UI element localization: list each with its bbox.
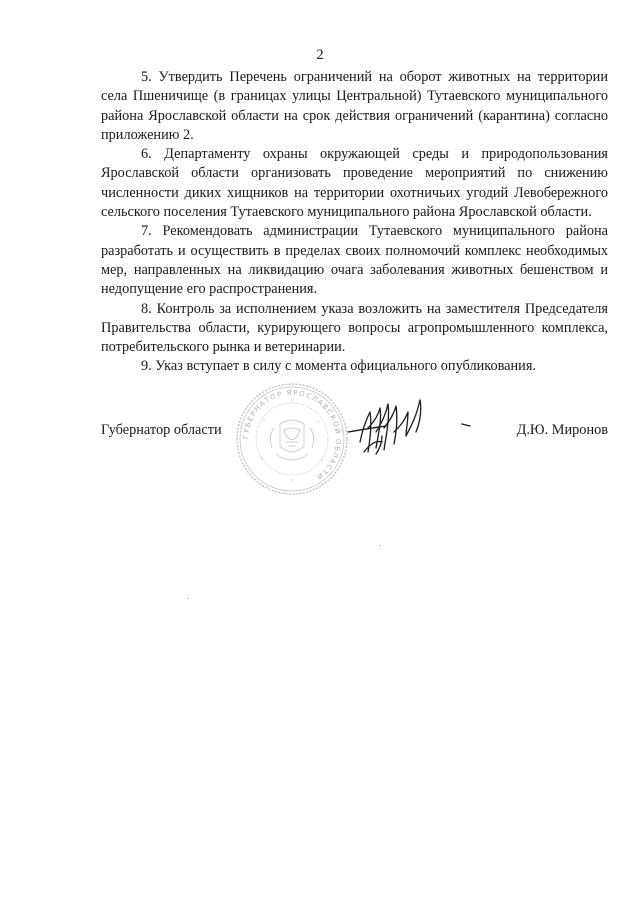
signature-block [101,422,608,442]
signatory-name: Д.Ю. Миронов [516,422,608,438]
paragraph-6: 6. Департаменту охраны окружающей среды и природопользования Ярославской области организовать проведение мероприятий по снижению численности диких хищников на территории охотничьих угодий Левобережного сельского поселения Тутаевского муниципального района Ярославской области. [101,146,608,221]
paragraph-9: 9. Указ вступает в силу с момента официального опубликования. [141,358,536,375]
paragraph-5: 5. Утвердить Перечень ограничений на оборот животных на территории села Пшеничище (в границах улицы Центральной) Тутаевского муниципального района Ярославской области на срок действия ограничений (карантина) согласно приложению 2. [101,69,608,143]
document-body [101,68,608,377]
scan-speck [379,545,380,546]
paragraph-8: 8. Контроль за исполнением указа возложить на заместителя Председателя Правительства области, курирующего вопросы агропромышленного комплекса, потребительского рынка и ветеринарии. [101,300,608,356]
paragraph-7: 7. Рекомендовать администрации Тутаевского муниципального района разработать и осуществить в пределах своих полномочий комплекс необходимых мер, направленных на ликвидацию очага заболевания животных бешенством и недопущение его распространения. [101,223,608,298]
signatory-title: Губернатор области [101,422,222,438]
seal-ring-text: ГУБЕРНАТОР ЯРОСЛАВСКОЙ ОБЛАСТИ [241,388,343,482]
page-number: 2 [316,47,324,63]
scan-speck [187,598,188,599]
